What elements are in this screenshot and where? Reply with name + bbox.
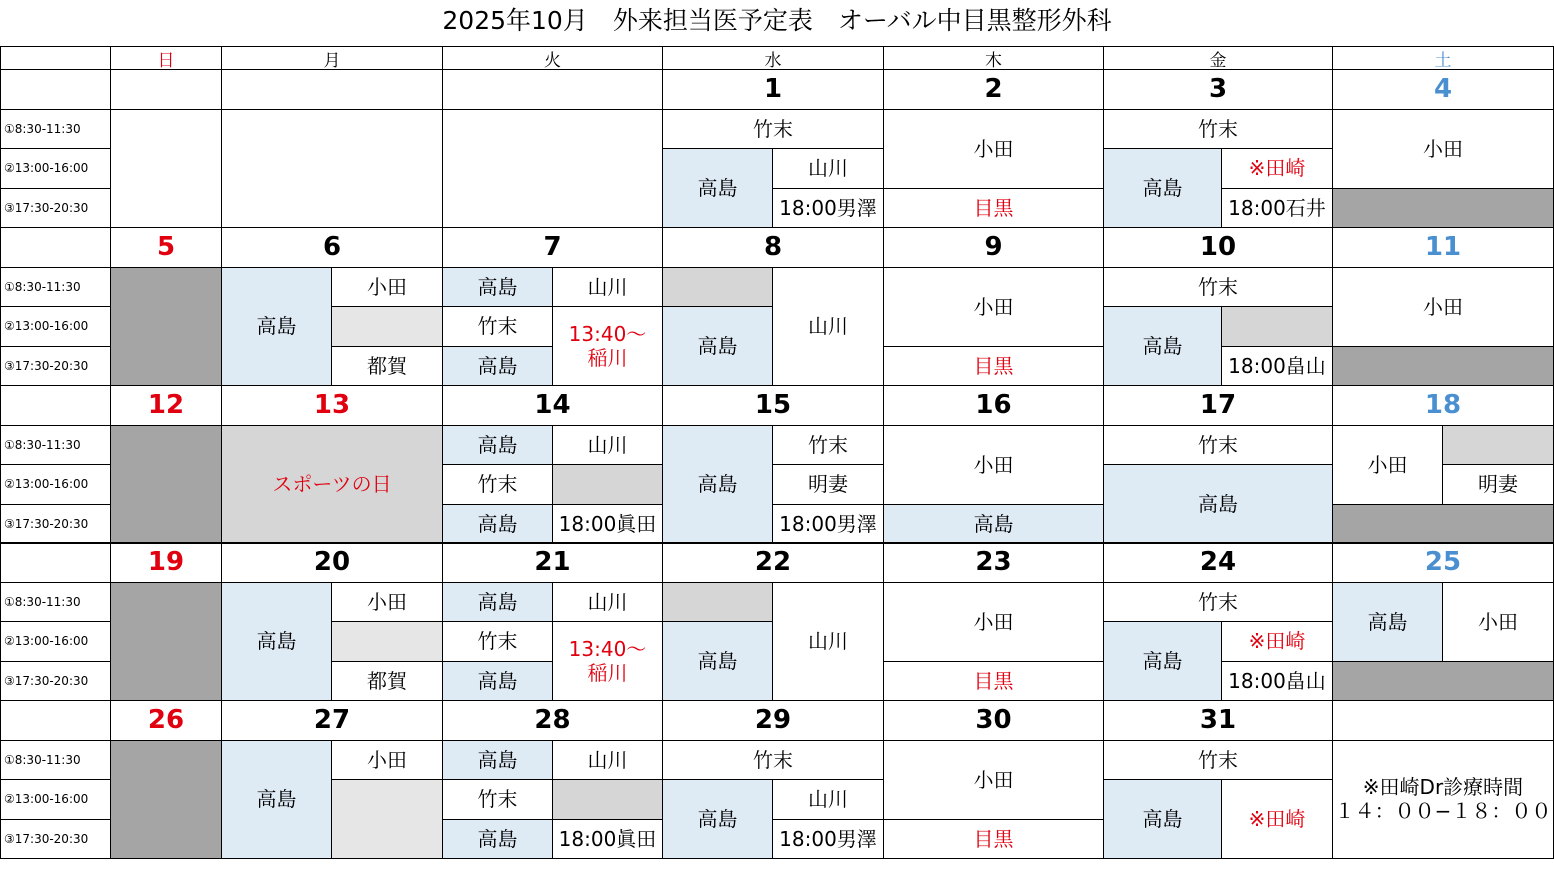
doctor-cell: 目黒 [883,661,1104,702]
date-number: 30 [883,700,1104,741]
time-slot-label: ①8:30-11:30 [0,582,111,623]
doctor-cell: 高島 [442,504,553,545]
date-number: 13 [221,385,443,426]
doctor-cell: 山川 [772,779,884,820]
doctor-cell: 高島 [1103,621,1222,701]
time-slot-label: ②13:00-16:00 [0,464,111,505]
doctor-cell: 山川 [772,582,884,702]
date-number: 28 [442,700,663,741]
time-slot-label: ③17:30-20:30 [0,819,111,860]
date-number: 27 [221,700,443,741]
doctor-cell: 小田 [331,267,443,308]
time-slot-label: ①8:30-11:30 [0,740,111,781]
doctor-cell: 小田 [883,582,1104,662]
doctor-cell: 高島 [1332,582,1443,662]
time-slot-label: ②13:00-16:00 [0,779,111,820]
doctor-cell: 小田 [1442,582,1554,662]
doctor-cell: 小田 [883,109,1104,189]
doctor-cell: 竹末 [442,779,553,820]
empty-cell [1221,306,1333,347]
doctor-cell: 明妻 [772,464,884,505]
doctor-cell: 竹末 [1103,109,1333,150]
doctor-cell: 都賀 [331,661,443,702]
doctor-cell: 18:00男澤 [772,188,884,229]
date-number: 10 [1103,227,1333,268]
doctor-cell: 高島 [662,306,773,386]
doctor-cell: 山川 [552,740,663,781]
date-number: 6 [221,227,443,268]
empty-cell [331,779,443,859]
doctor-cell: 高島 [442,267,553,308]
doctor-cell: 竹末 [1103,267,1333,308]
doctor-cell: 小田 [883,425,1104,505]
doctor-cell: 高島 [662,425,773,545]
doctor-cell: 高島 [442,819,553,860]
doctor-cell: 18:00畠山 [1221,661,1333,702]
date-number: 18 [1332,385,1554,426]
date-number: 31 [1103,700,1333,741]
weekday-header: 土 [1332,46,1554,70]
doctor-cell: 竹末 [442,464,553,505]
doctor-cell: 竹末 [1103,425,1333,466]
doctor-cell: 高島 [662,779,773,859]
weekday-header: 水 [662,46,884,70]
date-number: 14 [442,385,663,426]
date-number: 9 [883,227,1104,268]
closed-cell [110,267,222,387]
empty-cell [552,779,663,820]
time-slot-label: ②13:00-16:00 [0,621,111,662]
closed-cell [110,582,222,702]
doctor-cell: 高島 [442,425,553,466]
doctor-cell: 18:00男澤 [772,504,884,545]
date-number [442,69,663,110]
date-number: 5 [110,227,222,268]
doctor-cell: 目黒 [883,346,1104,387]
doctor-cell: 竹末 [662,109,884,150]
date-row-label [0,227,111,268]
date-number: 16 [883,385,1104,426]
date-number: 12 [110,385,222,426]
weekday-header: 木 [883,46,1104,70]
time-slot-label: ②13:00-16:00 [0,148,111,189]
doctor-cell: 高島 [883,504,1104,545]
page-title: 2025年10月 外来担当医予定表 オーバル中目黒整形外科 [442,6,1112,35]
doctor-cell: 高島 [1103,464,1333,544]
date-row-label [0,385,111,426]
doctor-cell: 明妻 [1442,464,1554,505]
doctor-cell: 18:00男澤 [772,819,884,860]
empty-cell [552,464,663,505]
date-row-label [0,69,111,110]
doctor-cell: 小田 [883,267,1104,347]
doctor-hours-note: ※田崎Dr診療時間 １４：００−１８：００ [1332,740,1554,860]
date-number: 26 [110,700,222,741]
doctor-cell: 高島 [442,740,553,781]
doctor-cell: 小田 [883,740,1104,820]
doctor-cell: 小田 [331,582,443,623]
doctor-cell: 山川 [552,267,663,308]
date-number: 29 [662,700,884,741]
time-slot-label: ③17:30-20:30 [0,504,111,545]
date-number [110,69,222,110]
time-slot-label: ③17:30-20:30 [0,346,111,387]
doctor-cell: 13:40～ 稲川 [552,621,663,701]
weekday-header: 金 [1103,46,1333,70]
doctor-cell: 高島 [1103,779,1222,859]
empty-cell [662,582,773,623]
doctor-cell: 18:00眞田 [552,819,663,860]
doctor-cell: 都賀 [331,346,443,387]
doctor-cell: 小田 [1332,109,1554,189]
weekday-header: 火 [442,46,663,70]
empty-cell [331,306,443,347]
doctor-cell: 高島 [1103,306,1222,386]
doctor-cell: 竹末 [442,621,553,662]
date-number [1332,700,1554,741]
doctor-cell: 目黒 [883,819,1104,860]
doctor-cell: 高島 [221,267,332,387]
time-slot-label: ①8:30-11:30 [0,425,111,466]
closed-cell [1332,504,1554,545]
date-number: 2 [883,69,1104,110]
date-number: 4 [1332,69,1554,110]
doctor-cell: 高島 [442,346,553,387]
date-number [221,69,443,110]
doctor-cell: 高島 [442,661,553,702]
date-number: 21 [442,542,663,583]
doctor-cell: 小田 [331,740,443,781]
date-number: 8 [662,227,884,268]
doctor-cell: 竹末 [1103,740,1333,781]
doctor-cell: 目黒 [883,188,1104,229]
date-number: 23 [883,542,1104,583]
date-row-label [0,542,111,583]
doctor-cell: 高島 [442,582,553,623]
date-number: 3 [1103,69,1333,110]
empty-cell [331,621,443,662]
time-slot-label: ①8:30-11:30 [0,109,111,150]
date-number: 11 [1332,227,1554,268]
doctor-cell: 高島 [221,740,332,860]
doctor-cell: 18:00石井 [1221,188,1333,229]
date-number: 20 [221,542,443,583]
date-number: 15 [662,385,884,426]
time-slot-label: ②13:00-16:00 [0,306,111,347]
closed-cell [1332,188,1554,229]
date-number: 1 [662,69,884,110]
closed-cell [110,740,222,860]
doctor-cell: 竹末 [442,306,553,347]
closed-cell [1332,346,1554,387]
empty-cell [221,109,443,229]
doctor-cell: 高島 [662,621,773,701]
weekday-corner [0,46,111,70]
date-number: 7 [442,227,663,268]
empty-cell [1442,425,1554,466]
doctor-cell: 山川 [552,582,663,623]
doctor-cell: ※田崎 [1221,779,1333,859]
doctor-cell: 高島 [221,582,332,702]
empty-cell [110,109,222,229]
doctor-cell: 18:00眞田 [552,504,663,545]
date-number: 25 [1332,542,1554,583]
time-slot-label: ③17:30-20:30 [0,188,111,229]
date-number: 22 [662,542,884,583]
date-number: 19 [110,542,222,583]
doctor-cell: 小田 [1332,425,1443,505]
doctor-cell: 竹末 [1103,582,1333,623]
doctor-cell: 高島 [1103,148,1222,228]
doctor-cell: 高島 [662,148,773,228]
doctor-cell: 山川 [772,267,884,387]
closed-cell [1332,661,1554,702]
doctor-cell: 竹末 [772,425,884,466]
date-number: 17 [1103,385,1333,426]
date-row-label [0,700,111,741]
doctor-cell: 小田 [1332,267,1554,347]
doctor-cell: ※田崎 [1221,621,1333,662]
date-number: 24 [1103,542,1333,583]
doctor-cell: 竹末 [662,740,884,781]
doctor-cell: 山川 [772,148,884,189]
weekday-header: 月 [221,46,443,70]
time-slot-label: ①8:30-11:30 [0,267,111,308]
doctor-cell: ※田崎 [1221,148,1333,189]
doctor-cell: 18:00畠山 [1221,346,1333,387]
weekday-header: 日 [110,46,222,70]
empty-cell [442,109,663,229]
closed-cell [110,425,222,545]
doctor-cell: 13:40～ 稲川 [552,306,663,386]
doctor-cell: スポーツの日 [221,425,443,545]
time-slot-label: ③17:30-20:30 [0,661,111,702]
doctor-cell: 山川 [552,425,663,466]
empty-cell [662,267,773,308]
